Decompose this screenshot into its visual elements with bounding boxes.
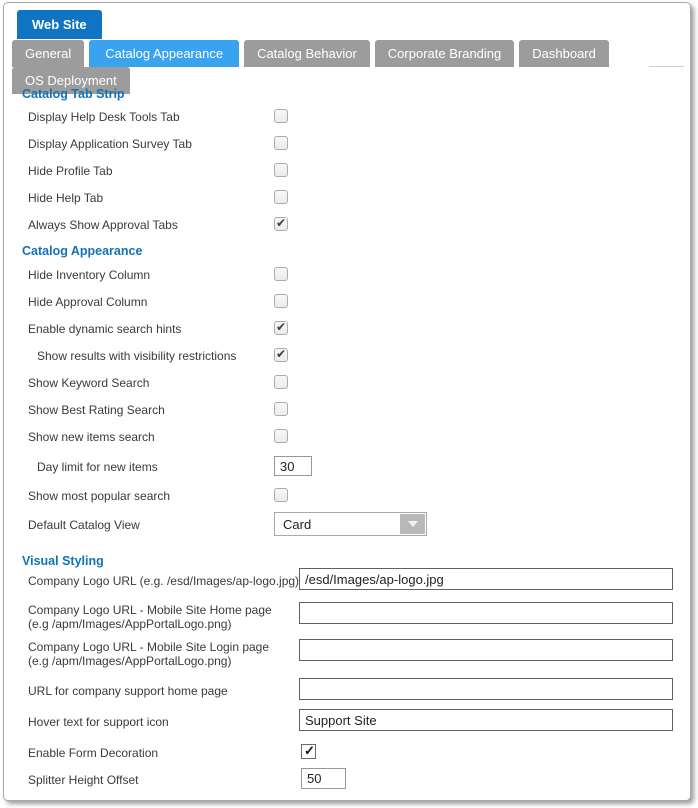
tab-os-deployment[interactable]: OS Deployment: [12, 67, 130, 94]
checkbox-show-results-with-visibility-restrictions[interactable]: [274, 348, 288, 362]
label-hide-profile-tab: Hide Profile Tab: [28, 164, 113, 178]
label-show-keyword-search: Show Keyword Search: [28, 376, 150, 390]
checkbox-hide-inventory-column[interactable]: [274, 267, 288, 281]
label-display-help-desk-tools-tab: Display Help Desk Tools Tab: [28, 110, 180, 124]
label-line-1: Company Logo URL - Mobile Site Home page: [28, 603, 272, 617]
label-hover-text-for-support-icon: Hover text for support icon: [28, 715, 169, 729]
dropdown-arrow-button[interactable]: [400, 514, 425, 534]
label-line-1: Company Logo URL - Mobile Site Login page: [28, 640, 270, 654]
label-line-2: (e.g /apm/Images/AppPortalLogo.png): [28, 654, 232, 668]
label-company-logo-url: Company Logo URL (e.g. /esd/Images/ap-logo.jpg): [28, 574, 300, 588]
label-url-for-company-support-home-page: URL for company support home page: [28, 684, 228, 698]
label-hide-approval-column: Hide Approval Column: [28, 295, 148, 309]
checkbox-display-help-desk-tools-tab[interactable]: [274, 109, 288, 123]
checkbox-hide-profile-tab[interactable]: [274, 163, 288, 177]
label-show-best-rating-search: Show Best Rating Search: [28, 403, 165, 417]
checkbox-hide-approval-column[interactable]: [274, 294, 288, 308]
chevron-down-icon: [408, 521, 418, 527]
checkbox-show-keyword-search[interactable]: [274, 375, 288, 389]
support-icon-hover-text-input[interactable]: [299, 709, 673, 731]
tab-corporate-branding[interactable]: Corporate Branding: [375, 40, 514, 67]
label-company-logo-url-mobile-login: [28, 640, 269, 668]
section-heading-catalog-appearance: Catalog Appearance: [22, 244, 143, 258]
label-enable-form-decoration: Enable Form Decoration: [28, 746, 159, 760]
label-default-catalog-view: Default Catalog View: [28, 518, 140, 532]
company-logo-url-input[interactable]: [299, 568, 673, 590]
support-home-page-url-input[interactable]: [299, 678, 673, 700]
label-splitter-height-offset: Splitter Height Offset: [28, 773, 139, 787]
checkbox-always-show-approval-tabs[interactable]: [274, 217, 288, 231]
enable-form-decoration-checkbox[interactable]: [301, 744, 316, 759]
dropdown-selected-value: Card: [283, 517, 312, 532]
tabstrip: [12, 40, 690, 88]
label-show-new-items-search: Show new items search: [28, 430, 155, 444]
checkbox-hide-help-tab[interactable]: [274, 190, 288, 204]
section-heading-visual-styling: Visual Styling: [22, 554, 104, 568]
tab-general[interactable]: General: [12, 40, 84, 67]
checkbox-enable-dynamic-search-hints[interactable]: [274, 321, 288, 335]
label-hide-inventory-column: Hide Inventory Column: [28, 268, 151, 282]
label-hide-help-tab: Hide Help Tab: [28, 191, 104, 205]
label-line-2: (e.g /apm/Images/AppPortalLogo.png): [28, 617, 232, 631]
tab-web-site[interactable]: Web Site: [17, 10, 102, 39]
settings-panel: [3, 2, 691, 801]
label-always-show-approval-tabs: Always Show Approval Tabs: [28, 218, 178, 232]
label-show-results-with-visibility-restrictions: Show results with visibility restrictions: [37, 349, 237, 363]
section-heading-catalog-tab-strip: Catalog Tab Strip: [22, 87, 125, 101]
checkbox-show-best-rating-search[interactable]: [274, 402, 288, 416]
checkbox-show-new-items-search[interactable]: [274, 429, 288, 443]
day-limit-input[interactable]: [274, 456, 312, 476]
label-company-logo-url-mobile-home: [28, 603, 272, 631]
company-logo-url-mobile-home-input[interactable]: [299, 602, 673, 624]
splitter-height-offset-input[interactable]: [301, 768, 346, 789]
checkbox-show-most-popular-search[interactable]: [274, 488, 288, 502]
company-logo-url-mobile-login-input[interactable]: [299, 639, 673, 661]
label-show-most-popular-search: Show most popular search: [28, 489, 171, 503]
label-day-limit-for-new-items: Day limit for new items: [37, 460, 158, 474]
tab-catalog-behavior[interactable]: Catalog Behavior: [244, 40, 370, 67]
tab-dashboard[interactable]: Dashboard: [519, 40, 609, 67]
default-catalog-view-dropdown[interactable]: [274, 512, 427, 536]
label-display-application-survey-tab: Display Application Survey Tab: [28, 137, 192, 151]
label-enable-dynamic-search-hints: Enable dynamic search hints: [28, 322, 182, 336]
checkbox-display-application-survey-tab[interactable]: [274, 136, 288, 150]
tab-catalog-appearance[interactable]: Catalog Appearance: [89, 40, 239, 67]
